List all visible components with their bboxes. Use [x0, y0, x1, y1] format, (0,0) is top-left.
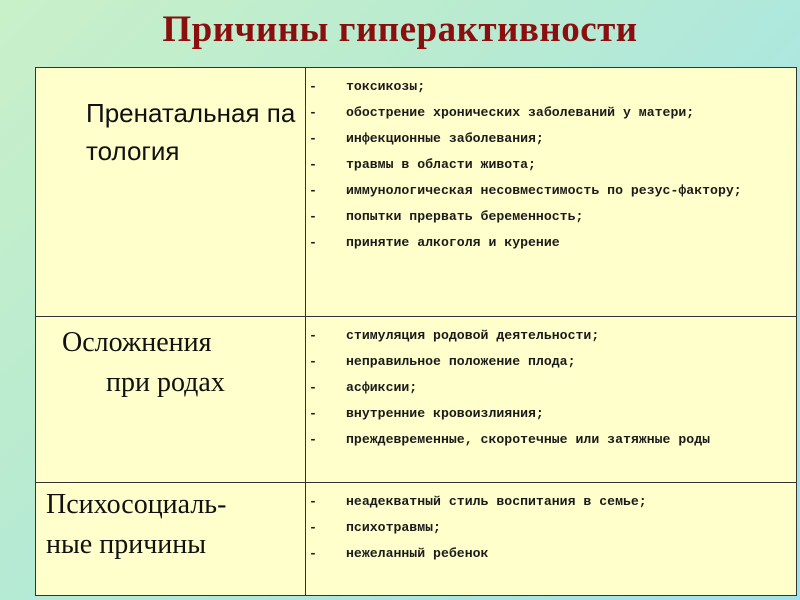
- items-cell: [306, 68, 797, 317]
- category-label-line: Осложнения: [62, 327, 212, 358]
- category-label-line: при родах: [106, 367, 225, 398]
- table-row: [36, 483, 797, 596]
- list-item: - принятие алкоголя и курение: [306, 230, 784, 256]
- category-cell: [36, 68, 306, 317]
- list-item: - токсикозы;: [306, 74, 784, 100]
- dash-bullet: -: [309, 380, 317, 395]
- list-item: - внутренние кровоизлияния;: [306, 401, 784, 427]
- dash-bullet: -: [309, 354, 317, 369]
- dash-bullet: -: [309, 157, 317, 172]
- category-label-line: Психосоциаль-: [46, 489, 227, 520]
- list-item: - асфиксии;: [306, 375, 784, 401]
- page-title: Причины гиперактивности: [162, 9, 638, 50]
- items-cell: [306, 317, 797, 483]
- list-item: - преждевременные, скоротечные или затяжные роды: [306, 427, 784, 453]
- list-item: - психотравмы;: [306, 515, 784, 541]
- dash-bullet: -: [309, 494, 317, 509]
- table-row: [36, 68, 797, 317]
- dash-bullet: -: [309, 183, 317, 198]
- list-item: - иммунологическая несовместимость по резус-фактору;: [306, 178, 784, 204]
- list-item: - попытки прервать беременность;: [306, 204, 784, 230]
- dash-bullet: -: [309, 546, 317, 561]
- list-item: - неадекватный стиль воспитания в семье;: [306, 489, 784, 515]
- list-item: - стимуляция родовой деятельности;: [306, 323, 784, 349]
- list-item: - нежеланный ребенок: [306, 541, 784, 567]
- cause-list: [306, 317, 796, 457]
- dash-bullet: -: [309, 235, 317, 250]
- list-item: - неправильное положение плода;: [306, 349, 784, 375]
- items-cell: [306, 483, 797, 596]
- dash-bullet: -: [309, 406, 317, 421]
- dash-bullet: -: [309, 520, 317, 535]
- list-item: - травмы в области живота;: [306, 152, 784, 178]
- category-cell: [36, 483, 306, 596]
- list-item: - инфекционные заболевания;: [306, 126, 784, 152]
- table-row: [36, 317, 797, 483]
- list-item: - обострение хронических заболеваний у матери;: [306, 100, 784, 126]
- category-label-line: ные причины: [46, 529, 207, 560]
- category-label: [36, 483, 305, 565]
- dash-bullet: -: [309, 131, 317, 146]
- cause-list: [306, 483, 796, 571]
- category-label: Пренатальная патология: [86, 98, 296, 166]
- dash-bullet: -: [309, 432, 317, 447]
- cause-list: [306, 68, 796, 260]
- dash-bullet: -: [309, 328, 317, 343]
- category-cell: [36, 317, 306, 483]
- causes-table: [35, 67, 797, 596]
- dash-bullet: -: [309, 79, 317, 94]
- category-label: [36, 317, 305, 403]
- dash-bullet: -: [309, 105, 317, 120]
- dash-bullet: -: [309, 209, 317, 224]
